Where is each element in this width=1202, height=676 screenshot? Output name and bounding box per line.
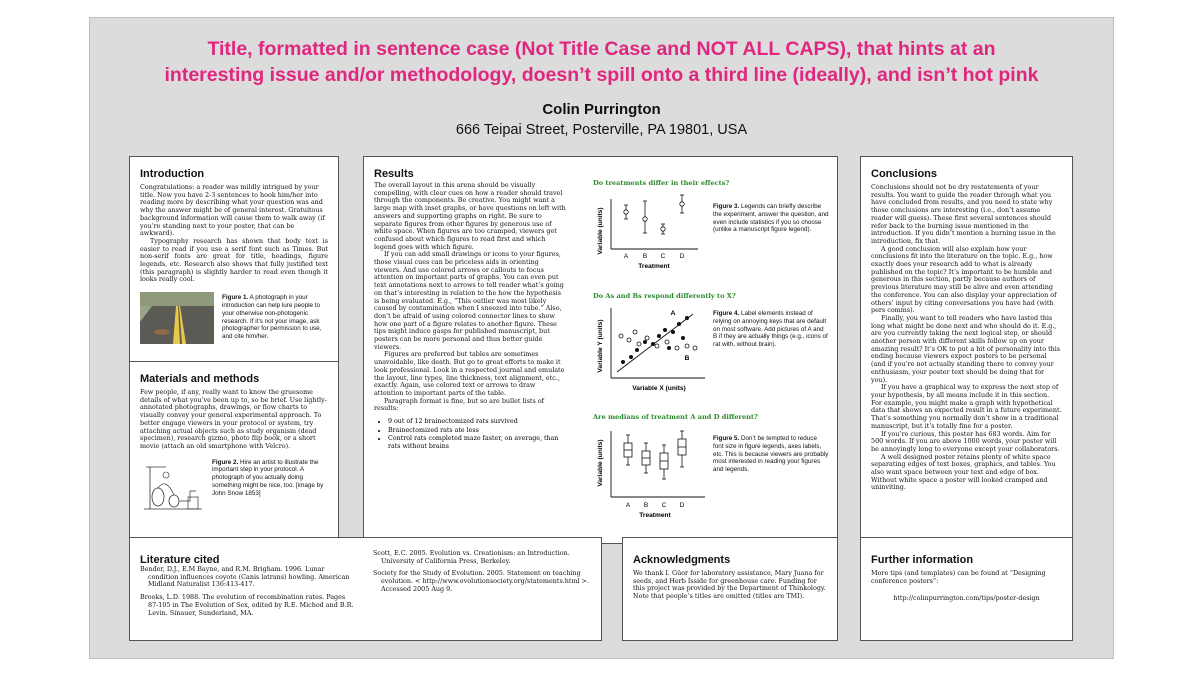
results-paragraph-3: Figures are preferred but tables are sometimes unavoidable, like death. But go to great efforts to make it look professional. Look in a respected journal and emulate the layout, line types, line thickness, text alignment, etc., exactly. Again, use colored text or arrows to draw attention to important parts of the table. [374,350,565,397]
figure-5 [593,413,831,531]
title-line-1: Title, formatted in sentence case (Not Title Case and NOT ALL CAPS), that hints at an [207,38,996,60]
conclusions-box [860,156,1073,544]
poster-title [90,36,1113,88]
results-bullet-list [374,418,566,450]
methods-paragraph: Few people, if any, really want to know the gruesome details of what you’ve been up to, so be brief. Use lightly-annotated photographs, drawings, or flow charts to visually convey your general experimental approach. To better engage viewers in your protocol or system, try attaching actual objects such as study organism (dead specimen), research gizmo, photo flip book, or a short movie (attach an old smartphone with Velcro). [140,388,327,450]
conclusions-paragraph-4: If you have a graphical way to express the next step of your hypothesis, by all means include it in this section. For example, you might make a graph with hypothetical data that shows an expected result in a future experiment. That’s something you normally don’t show in a traditional manuscript, but it’s totally fine for a poster. [871,383,1062,430]
figure-5-xlabel: Treatment [639,512,671,519]
figure-4-chart [593,302,711,396]
conclusions-paragraph-5: If you’re curious, this poster has 683 words. Aim for 500 words. If you are above 1000 words, your poster will be annoyingly long to everyone except your collaborators. [871,429,1060,453]
figure-3-xlabel: Treatment [638,263,670,270]
figure-1 [140,292,328,344]
figure-3-tick-a: A [623,253,629,260]
figure-5-tick-c: C [661,502,667,509]
introduction-box [129,156,339,364]
figure-3-tick-b: B [642,253,648,260]
list-item: • Brainectomized rats ate less [388,427,566,435]
conclusions-paragraph-6: A well designed poster retains plenty of white space separating edges of text boxes, graphics, and tables. You also want space between your text and edge of box. Without white space a poster will looked cramped and uninviting. [871,452,1056,492]
further-info-text: More tips (and templates) can be found at “Designing conference posters”: [871,569,1046,585]
figure-3-tick-d: D [679,253,685,260]
figure-4 [593,292,831,402]
further-info-link[interactable]: http://colinpurrington.com/tips/poster-design [893,594,1040,603]
methods-box [129,361,339,544]
lab-apparatus-drawing [140,457,204,515]
figure-3-label: Figure 3. [713,203,740,210]
figure-3-ylabel: Variable (units) [597,207,604,255]
acknowledgments-text: We thank I. Güor for laboratory assistance, Mary Juana for seeds, and Herb Isside for greenhouse care. Funding for this project was provided by the Department of Thinkology. Note that people’s titles are omitted (titles are TMI). [633,569,826,601]
reference-3: Scott, E.C. 2005. Evolution vs. Creationism: an Introduction. University of California Press, Berkeley. [373,549,570,565]
figure-4-xlabel: Variable X (units) [632,385,686,392]
introduction-heading: Introduction [140,168,205,180]
poster-background [89,17,1114,659]
results-paragraph-2: If you can add small drawings or icons to your figures, those visual cues can be priceless aids in orienting viewers. And use colored arrows or callouts to focus attention on important parts of graphs. You can even put text annotations next to arrows to tell reader what’s going on that’s interesting in relation to the how the hypothesis is being evaluated. E.g., “This outlier was most likely caused by contamination when I sneezed into tube.” Also, don’t be afraid of using colored connector lines to show how one part of a figure relates to another figure. These tips might induce gasps for published manuscript, but posters can be more personal and thus better guide viewers. [374,250,564,351]
figure-3-caption: Legends can briefly describe the experiment, answer the question, and even include statistics if you so choose (unlike a manuscript figure legend). [713,203,829,234]
introduction-paragraph-1: Congratulations: a reader was mildly intrigued by your title. Now you have 2-3 sentences to hook him/her into reading more by describing what your question was and why the answer might be of general interest. Gratuitous background information will cause them to walk away (if you’re standing next to your poster, that can be awkward). [140,183,325,238]
author-name: Colin Purrington [542,101,661,118]
further-info-box [860,537,1073,641]
figure-5-label: Figure 5. [713,435,740,442]
title-line-2: interesting issue and/or methodology, doesn’t spill onto a third line (ideally), and isn’t hot pink [164,64,1039,86]
figure-3-chart [593,191,711,275]
list-item: • Control rats completed maze faster, on average, than rats without brains [388,435,566,450]
literature-box [129,537,602,641]
methods-heading: Materials and methods [140,373,260,385]
figure-2-label: Figure 2. [212,458,239,466]
reference-4: Society for the Study of Evolution. 2005. Statement on teaching evolution. < http://www.evolutionsociety.org/statements.html >. Accessed 2005 Aug 9. [373,569,589,593]
figure-1-caption: A photograph in your introduction can help lure people to your otherwise non-photogenic research. If it’s not your image, ask photographer for permission to use, and cite him/her. [222,294,322,341]
further-info-heading: Further information [871,554,974,566]
acknowledgments-heading: Acknowledgments [633,554,731,566]
figure-2 [140,457,328,515]
figure-4-question: Do As and Bs respond differently to X? [593,292,736,300]
figure-5-ylabel: Variable (units) [597,439,604,487]
figure-4-label-a: A [670,310,676,317]
results-paragraph-1: The overall layout in this arena should be visually compelling, with clear cues on how a reader should travel through the components. Be creative. You might want a large map with inset graphs, or have questions on left with answers and supporting graphs on right. Be sure to separate figures from other figures by generous use of white space. When figures are too cramped, viewers get confused about which figures to read first and which legend goes with which figure. [374,181,566,251]
figure-5-question: Are medians of treatment A and D different? [593,413,758,421]
figure-5-tick-b: B [643,502,649,509]
figure-3 [593,179,831,279]
road-photo-image [140,292,214,344]
figure-5-caption: Don’t be tempted to reduce font size in figure legends, axes labels, etc. This is because viewers are probably most interested in reading your figures and legends. [713,435,829,474]
results-box [363,156,838,544]
figure-4-label: Figure 4. [713,310,740,317]
figure-1-label: Figure 1. [222,294,249,302]
figure-2-caption: Hire an artist to illustrate the important step in your protocol. A photograph of you actually doing something might be nice, too. [image by John Snow 1853] [212,458,324,497]
figure-4-caption: Label elements instead of relying on annoying keys that are default on most software. Add pictures of A and B if they are actually things (e.g., icons of rat with, without brain). [713,310,828,349]
reference-2: Brooks, L.D. 1988. The evolution of recombination rates. Pages 87-105 in The Evolution of Sex, edited by R.E. Michod and B.R. Levin. Sinauer, Sunderland, MA. [140,593,354,617]
conclusions-paragraph-3: Finally, you want to tell readers who have lasted this long what might be done next and who should do it. E.g., are you currently taking the next logical step, or should another person with different skills follow up on your amazing result? It’s OK to put a bit of personality into this ending because viewers expect posters to be personal (and if you’re not actually standing there to convey your enthusiasm, your poster text should be doing that for you). [871,313,1061,384]
author-address: 666 Teipai Street, Posterville, PA 19801, USA [455,122,748,138]
results-paragraph-4: Paragraph format is fine, but so are bullet lists of results: [374,396,544,413]
figure-5-chart [593,423,711,521]
figure-5-tick-d: D [679,502,685,509]
figure-3-tick-c: C [660,253,666,260]
literature-heading: Literature cited [140,554,220,566]
figure-4-label-b: B [684,355,690,362]
figure-4-ylabel: Variable Y (units) [597,319,604,373]
reference-1: Bender, D.J., E.M Bayne, and R.M. Brigham. 1996. Lunar condition influences coyote (Canis latrans) howling. American Midland Naturalist 136:413-417. [140,565,350,589]
acknowledgments-box [622,537,838,641]
results-heading: Results [374,168,414,180]
figure-3-question: Do treatments differ in their effects? [593,179,730,187]
conclusions-heading: Conclusions [871,168,938,180]
conclusions-paragraph-2: A good conclusion will also explain how your conclusions fit into the literature on the topic. E.g., how exactly does your research add to what is already published on the topic? It’s important to be humble and generous in this section, partly because authors of previous literature may still be alive and even attending the conference. You can also display your appreciation of others’ input by citing conversations you have had (with pers comms). [871,244,1057,315]
introduction-paragraph-2: Typography research has shown that body text is easier to read if you use a serif font such as Times. But non-serif fonts are great for title, headings, figure legends, etc. Research also shows that fully justified text (this paragraph) is slightly harder to read even though it looks really cool. [140,236,328,284]
figure-5-tick-a: A [625,502,631,509]
conclusions-paragraph-1: Conclusions should not be dry restatements of your results. You want to guide the reader through what you have concluded from results, and you need to state why those conclusions are interesting (i.e., don’t assume reader will guess). These first several sentences should refer back to the burning issue mentioned in the introduction. If you didn’t mention a burning issue in the introduction, fix that. [871,183,1056,245]
list-item: • 9 out of 12 brainectomized rats survived [388,418,566,426]
